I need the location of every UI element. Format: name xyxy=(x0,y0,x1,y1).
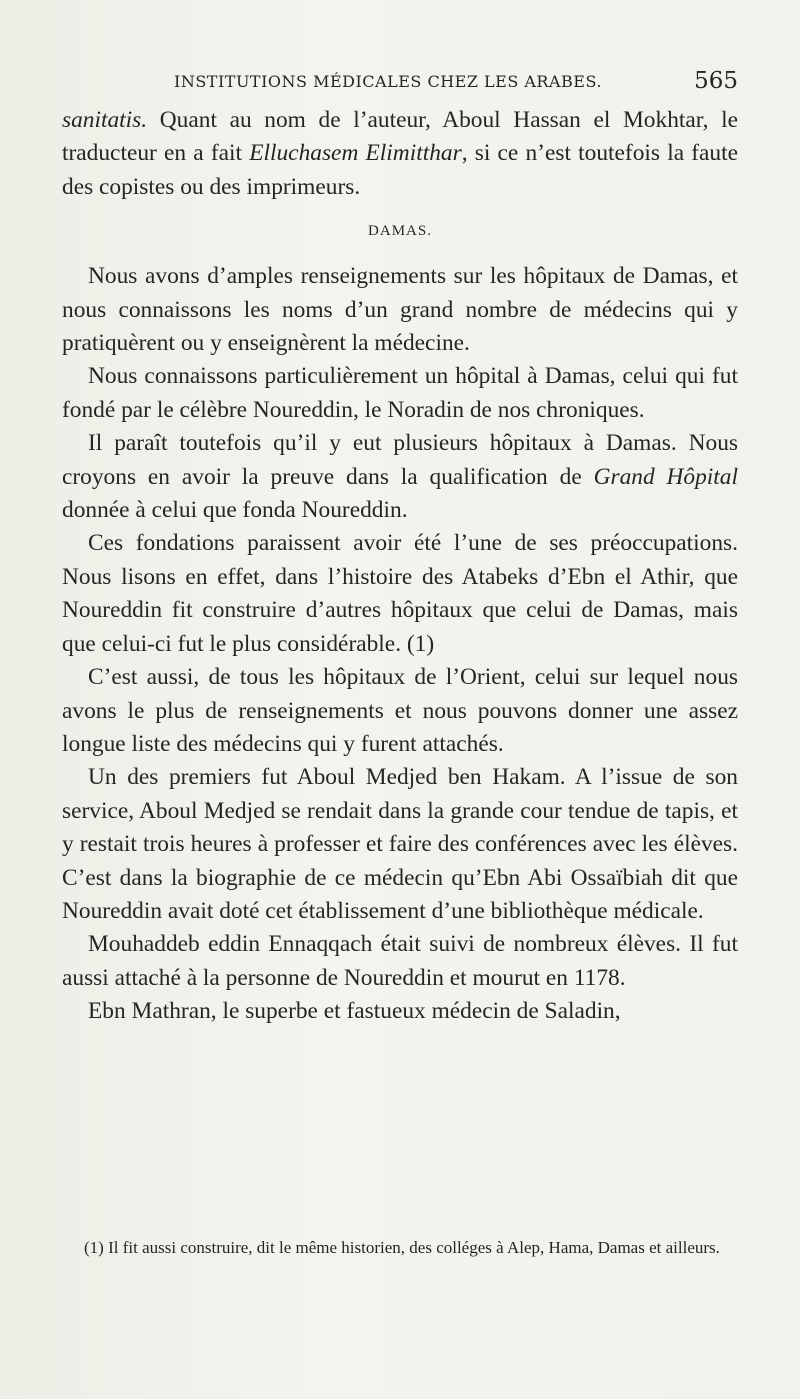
paragraph-6: Un des premiers fut Aboul Medjed ben Hakam. A l’issue de son service, Aboul Medjed se rendait dans la grande cour tendue de tapis, et y restait trois heures à professer et faire des conférences avec les élèves. C’est dans la biographie de ce médecin qu’Ebn Abi Ossaïbiah dit que Noureddin avait doté cet établissement d’une bibliothèque médicale. xyxy=(62,764,738,924)
page-number: 565 xyxy=(694,68,738,94)
paragraph-1: Nous avons d’amples renseignements sur les hôpitaux de Damas, et nous connaissons les noms d’un grand nombre de médecins qui y pratiquèrent ou y enseignèrent la médecine. xyxy=(62,263,738,357)
paragraph-8: Ebn Mathran, le superbe et fastueux médecin de Saladin, xyxy=(88,998,621,1025)
paragraph-5: C’est aussi, de tous les hôpitaux de l’Orient, celui sur lequel nous avons le plus de renseignements et nous pouvons donner une assez longue liste des médecins qui y furent attachés. xyxy=(62,664,738,757)
intro-text-a: Quant au nom de l’auteur, Aboul Hassan el Mokhtar, le traducteur en a fait xyxy=(62,107,738,167)
paragraph-3-text-a: Il paraît toutefois qu’il y eut plusieurs hôpitaux à Damas. Nous croyons en avoir la preuve dans la qualification de xyxy=(62,430,738,490)
section-heading: DAMAS. xyxy=(368,223,432,240)
intro-paragraph xyxy=(62,104,738,204)
page-header xyxy=(62,68,740,100)
paragraph-2: Nous connaissons particulièrement un hôpital à Damas, celui qui fut fondé par le célèbre Noureddin, le Noradin de nos chroniques. xyxy=(62,363,738,423)
intro-italic-name: Elluchasem Elimitthar xyxy=(249,140,462,167)
main-text xyxy=(62,104,738,1029)
paragraph-3-italic: Grand Hôpital xyxy=(593,463,739,490)
paragraph-4: Ces fondations paraissent avoir été l’une de ses préoccupations. Nous lisons en effet, dans l’histoire des Atabeks d’Ebn el Athir, que Noureddin fit construire d’autres hôpitaux que celui de Damas, mais que celui-ci fut le plus considérable. (1) xyxy=(62,530,738,657)
intro-italic-start: sanitatis. xyxy=(62,107,148,133)
paragraph-3-text-b: donnée à celui que fonda Noureddin. xyxy=(62,497,408,524)
running-title: INSTITUTIONS MÉDICALES CHEZ LES ARABES. xyxy=(174,72,602,91)
paragraph-3 xyxy=(62,427,738,527)
paragraph-7: Mouhaddeb eddin Ennaqqach était suivi de nombreux élèves. Il fut aussi attaché à la personne de Noureddin et mourut en 1178. xyxy=(62,931,738,991)
intro-text-b: , si ce n’est toutefois la faute des copistes ou des imprimeurs. xyxy=(62,140,739,200)
footnote-text: (1) Il fit aussi construire, dit le même historien, des colléges à Alep, Hama, Damas et ailleurs. xyxy=(84,1238,720,1257)
footnote xyxy=(62,1234,736,1261)
